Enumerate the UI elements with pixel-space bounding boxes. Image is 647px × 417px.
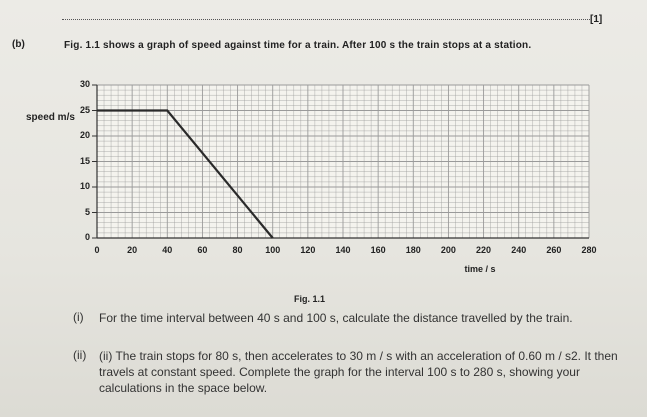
- y-tick-label: 25: [79, 104, 90, 115]
- x-tick-label: 20: [127, 245, 138, 255]
- x-tick-label: 160: [370, 245, 386, 255]
- x-tick-label: 200: [440, 245, 456, 255]
- y-tick-label: 30: [79, 79, 90, 89]
- question-i-label: (i): [73, 310, 84, 324]
- question-ii-label: (ii): [73, 348, 87, 362]
- x-tick-label: 120: [300, 245, 316, 255]
- question-b-label: (b): [12, 39, 25, 50]
- x-axis-label: time / s: [464, 264, 496, 274]
- x-tick-label: 100: [265, 245, 281, 255]
- x-tick-label: 260: [546, 245, 562, 255]
- question-i-text: For the time interval between 40 s and 100 s, calculate the distance travelled by the train.: [99, 311, 573, 325]
- x-tick-label: 60: [197, 245, 208, 255]
- x-tick-label: 80: [232, 245, 243, 255]
- x-tick-label: 140: [335, 245, 351, 255]
- y-tick-label: 5: [84, 206, 90, 217]
- y-tick-label: 0: [84, 232, 90, 242]
- x-tick-label: 280: [581, 245, 597, 255]
- figure-caption: Fig. 1.1: [294, 294, 326, 304]
- x-tick-label: 240: [511, 245, 527, 255]
- y-axis-label-text: speed m/s: [26, 112, 75, 123]
- y-tick-label: 10: [79, 181, 90, 191]
- x-tick-label: 0: [94, 245, 100, 255]
- x-tick-label: 40: [162, 245, 173, 255]
- x-tick-label: 180: [405, 245, 421, 255]
- y-tick-label: 20: [79, 130, 90, 140]
- y-tick-label: 15: [79, 155, 90, 166]
- question-ii-text: (ii) The train stops for 80 s, then accelerates to 30 m / s with an acceleration of 0.60 m / s2. It then travels at constant speed. Complete the graph for the interval 100 s to 280 s, showing your calculations in the space below.: [99, 349, 618, 395]
- marks-label: [1]: [590, 14, 603, 25]
- question-b-text: Fig. 1.1 shows a graph of speed against time for a train. After 100 s the train stops at a station.: [64, 40, 532, 51]
- x-tick-label: 220: [476, 245, 492, 255]
